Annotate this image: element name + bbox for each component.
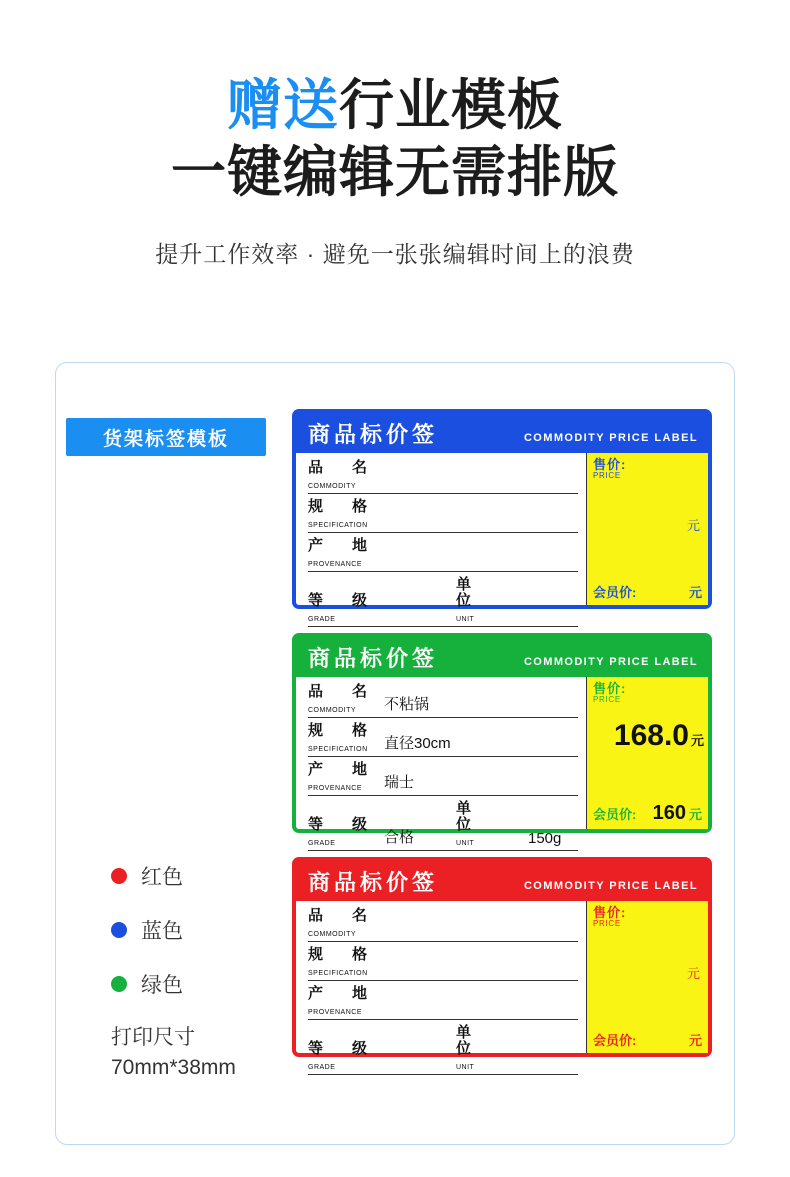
field-cn-provenance: 产 地 bbox=[308, 985, 375, 1002]
price-box-blue bbox=[586, 453, 708, 605]
field-cn-commodity: 品 名 bbox=[308, 907, 375, 924]
field-value-commodity bbox=[374, 938, 578, 940]
field-en-commodity: COMMODITY bbox=[308, 931, 357, 938]
label-header-red bbox=[296, 861, 708, 901]
field-row-commodity[interactable] bbox=[308, 460, 578, 494]
field-name-unit bbox=[456, 577, 518, 625]
member-price-row-red bbox=[587, 1030, 708, 1049]
page-title-accent: 赠送 bbox=[226, 74, 339, 136]
field-value-commodity bbox=[374, 490, 578, 492]
field-name-unit bbox=[456, 1025, 518, 1073]
price-label-en: PRICE bbox=[593, 470, 621, 480]
field-value-grade bbox=[374, 623, 450, 625]
label-title-cn: 商品标价签 bbox=[308, 421, 439, 447]
label-fields-blue bbox=[296, 453, 586, 623]
page-title-rest: 行业模板 bbox=[339, 74, 564, 136]
field-row-provenance[interactable] bbox=[308, 762, 578, 796]
field-name-grade bbox=[308, 593, 374, 625]
field-value-commodity: 不粘锅 bbox=[384, 696, 430, 713]
field-value-specification: 直径30cm bbox=[384, 735, 451, 752]
field-cn-specification: 规 格 bbox=[308, 946, 375, 963]
field-cn-commodity: 品 名 bbox=[308, 459, 375, 476]
field-name-specification bbox=[308, 947, 374, 979]
field-row-grade-unit[interactable] bbox=[308, 577, 578, 627]
field-value-grade: 合格 bbox=[384, 829, 415, 846]
color-legend bbox=[111, 861, 291, 1023]
member-price-label: 会员价: bbox=[593, 1033, 637, 1048]
field-en-provenance: PROVENANCE bbox=[308, 1009, 363, 1016]
print-size-note bbox=[111, 1023, 236, 1084]
price-label-en: PRICE bbox=[593, 918, 621, 928]
field-value-grade bbox=[374, 1071, 450, 1073]
price-label-group bbox=[593, 458, 626, 480]
field-en-unit: UNIT bbox=[456, 1064, 475, 1071]
field-en-specification: SPECIFICATION bbox=[308, 746, 368, 753]
legend-item-blue[interactable] bbox=[111, 915, 291, 945]
label-title-en: COMMODITY PRICE LABEL bbox=[523, 880, 698, 892]
field-en-specification: SPECIFICATION bbox=[308, 970, 368, 977]
price-label-cn: 售价: bbox=[593, 681, 627, 696]
field-cn-provenance: 产 地 bbox=[308, 761, 375, 778]
label-title-cn: 商品标价签 bbox=[308, 645, 439, 671]
legend-label-red: 红色 bbox=[141, 866, 183, 889]
field-name-unit bbox=[456, 801, 518, 849]
field-name-grade bbox=[308, 1041, 374, 1073]
field-name-specification bbox=[308, 723, 374, 755]
price-box-green bbox=[586, 677, 708, 829]
price-label-group bbox=[593, 906, 626, 928]
label-title-en: COMMODITY PRICE LABEL bbox=[523, 656, 698, 668]
shelf-label-template-tag[interactable]: 货架标签模板 bbox=[66, 418, 266, 456]
label-card-green[interactable] bbox=[292, 633, 712, 847]
field-row-grade-unit[interactable] bbox=[308, 1025, 578, 1075]
field-row-provenance[interactable] bbox=[308, 986, 578, 1020]
price-currency: 元 bbox=[686, 518, 700, 533]
label-card-blue[interactable] bbox=[292, 409, 712, 623]
label-body-blue bbox=[296, 453, 708, 623]
field-row-specification[interactable] bbox=[308, 947, 578, 981]
green-dot-icon bbox=[111, 976, 127, 992]
member-price-currency: 元 bbox=[688, 1033, 702, 1048]
member-price-currency: 元 bbox=[688, 585, 702, 600]
label-body-red bbox=[296, 901, 708, 1071]
price-label-group bbox=[593, 682, 626, 704]
label-card-red[interactable] bbox=[292, 857, 712, 1071]
field-name-grade bbox=[308, 817, 374, 849]
field-cn-grade: 等 级 bbox=[308, 816, 375, 833]
label-title-cn: 商品标价签 bbox=[308, 869, 439, 895]
legend-item-red[interactable] bbox=[111, 861, 291, 891]
field-en-commodity: COMMODITY bbox=[308, 707, 357, 714]
field-name-commodity bbox=[308, 684, 374, 716]
label-title-en: COMMODITY PRICE LABEL bbox=[523, 432, 698, 444]
label-fields-red bbox=[296, 901, 586, 1071]
field-en-provenance: PROVENANCE bbox=[308, 561, 363, 568]
field-value-provenance bbox=[374, 1016, 578, 1018]
field-row-specification[interactable] bbox=[308, 723, 578, 757]
field-en-commodity: COMMODITY bbox=[308, 483, 357, 490]
hero-section bbox=[0, 0, 790, 269]
price-label-cn: 售价: bbox=[593, 457, 627, 472]
field-cn-unit: 单 位 bbox=[456, 800, 501, 833]
label-header-blue bbox=[296, 413, 708, 453]
field-cn-specification: 规 格 bbox=[308, 722, 375, 739]
field-name-commodity bbox=[308, 908, 374, 940]
member-price-label: 会员价: bbox=[593, 585, 637, 600]
field-en-unit: UNIT bbox=[456, 616, 475, 623]
page-title bbox=[0, 72, 790, 206]
field-name-provenance bbox=[308, 762, 374, 794]
field-cn-provenance: 产 地 bbox=[308, 537, 375, 554]
field-cn-grade: 等 级 bbox=[308, 592, 375, 609]
template-showcase-card bbox=[55, 362, 735, 1145]
field-value-unit bbox=[518, 1071, 578, 1073]
field-row-specification[interactable] bbox=[308, 499, 578, 533]
field-en-grade: GRADE bbox=[308, 1064, 336, 1071]
price-value-green bbox=[587, 719, 704, 753]
legend-label-green: 绿色 bbox=[141, 974, 183, 997]
field-row-commodity[interactable] bbox=[308, 908, 578, 942]
price-currency: 元 bbox=[686, 966, 700, 981]
price-label-cn: 售价: bbox=[593, 905, 627, 920]
field-cn-unit: 单 位 bbox=[456, 576, 501, 609]
label-header-green bbox=[296, 637, 708, 677]
member-price-label: 会员价: bbox=[593, 807, 637, 822]
field-value-specification bbox=[374, 529, 578, 531]
page-title-line2: 一键编辑无需排版 bbox=[170, 141, 619, 204]
print-size-caption: 打印尺寸 bbox=[111, 1026, 195, 1049]
member-price-row-blue bbox=[587, 582, 708, 601]
field-cn-unit: 单 位 bbox=[456, 1024, 501, 1057]
red-dot-icon bbox=[111, 868, 127, 884]
field-value-unit bbox=[518, 623, 578, 625]
field-cn-specification: 规 格 bbox=[308, 498, 375, 515]
field-en-unit: UNIT bbox=[456, 840, 475, 847]
price-label-en: PRICE bbox=[593, 694, 621, 704]
legend-label-blue: 蓝色 bbox=[141, 920, 183, 943]
label-body-green bbox=[296, 677, 708, 847]
label-fields-green bbox=[296, 677, 586, 847]
field-row-provenance[interactable] bbox=[308, 538, 578, 572]
field-name-provenance bbox=[308, 986, 374, 1018]
field-en-grade: GRADE bbox=[308, 616, 336, 623]
blue-dot-icon bbox=[111, 922, 127, 938]
field-row-grade-unit[interactable] bbox=[308, 801, 578, 851]
member-price-value: 160 bbox=[652, 802, 686, 824]
field-name-provenance bbox=[308, 538, 374, 570]
field-value-provenance bbox=[374, 568, 578, 570]
price-amount: 168.0 bbox=[613, 719, 689, 752]
legend-item-green[interactable] bbox=[111, 969, 291, 999]
field-name-specification bbox=[308, 499, 374, 531]
field-cn-grade: 等 级 bbox=[308, 1040, 375, 1057]
field-value-specification bbox=[374, 977, 578, 979]
field-row-commodity[interactable] bbox=[308, 684, 578, 718]
print-size-value: 70mm*38mm bbox=[111, 1056, 236, 1080]
label-preview-list bbox=[292, 409, 712, 1081]
field-value-provenance: 瑞士 bbox=[384, 774, 415, 791]
member-price-row-green bbox=[587, 802, 708, 825]
member-price-currency: 元 bbox=[688, 807, 702, 822]
field-cn-commodity: 品 名 bbox=[308, 683, 375, 700]
field-en-specification: SPECIFICATION bbox=[308, 522, 368, 529]
price-box-red bbox=[586, 901, 708, 1053]
page-subtitle: 提升工作效率 · 避免一张张编辑时间上的浪费 bbox=[155, 241, 635, 268]
field-value-unit: 150g bbox=[528, 830, 562, 847]
price-currency: 元 bbox=[690, 733, 704, 748]
field-en-provenance: PROVENANCE bbox=[308, 785, 363, 792]
field-name-commodity bbox=[308, 460, 374, 492]
field-en-grade: GRADE bbox=[308, 840, 336, 847]
